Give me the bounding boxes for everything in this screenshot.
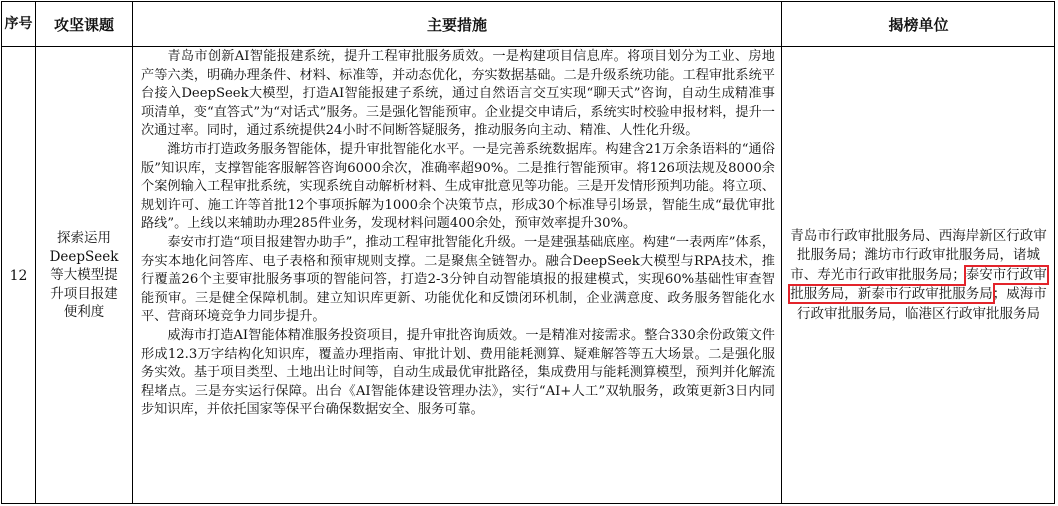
- header-seq: 序号: [4, 15, 33, 32]
- row-units: [782, 48, 1055, 503]
- row-measures: [133, 48, 781, 420]
- units-text-after: ；威海市行政审批服务局，临港区行政审批服务局: [797, 286, 1047, 322]
- measure-paragraph-weifang: 潍坊市打造政务服务智能体，提升审批智能化水平。一是完善系统数据库。构建含21万余条语料的“通俗版”知识库，支撑智能客服解答咨询6000余次，准确率超90%。二是推行智能预审。将126项法规及8000余个案例输入工程审批系统，实现系统自动解析材料、生成审批意见等功能。三是开发情形预判功能。将立项、规划许可、施工许等首批12个事项拆解为1000余个决策节点，形成30个标准导引场景，智能生成“最优审批路线”。上线以来辅助办理285件业务，发现材料问题400余处，预审效率提升30%。: [141, 141, 775, 232]
- header-divider: [2, 46, 1054, 47]
- header-topic: 攻坚课题: [53, 15, 114, 34]
- header-measures: 主要措施: [426, 15, 487, 34]
- row-topic: 探索运用DeepSeek等大模型提升项目报建便利度: [49, 230, 119, 321]
- header-units: 揭榜单位: [888, 15, 949, 34]
- measure-paragraph-taian: 泰安市打造“项目报建智办助手”，推动工程审批智能化升级。一是建强基础底座。构建“一表两库”体系，夯实本地化问答库、电子表格和预审规则支撑。二是聚焦全链智办。融合DeepSeek大模型与RPA技术，推行覆盖26个主要审批服务事项的智能问答，打造2-3分钟自动智能填报的报建模式，实现60%基础性审查智能预审。三是健全保障机制。建立知识库更新、功能优化和反馈闭环机制，企业满意度、政务服务智能化水平、营商环境竞争力同步提升。: [141, 234, 775, 325]
- units-highlighted-taian: 泰安市行政审批服务局，新泰市行政审批服务局: [790, 266, 1047, 303]
- units-text: [782, 227, 1055, 325]
- table: [1, 1, 1055, 504]
- row-seq: 12: [9, 267, 28, 284]
- units-text-before: 青岛市行政审批服务局、西海岸新区行政审批服务局；潍坊市行政审批服务局，诸城市、寿光市行政审批服务局；: [790, 227, 1047, 283]
- measure-paragraph-qingdao: 青岛市创新AI智能报建系统，提升工程审批服务质效。一是构建项目信息库。将项目划分为工业、房地产等六类，明确办理条件、材料、标准等，并动态优化，夯实数据基础。二是升级系统功能。工程审批系统平台接入DeepSeek大模型，打造AI智能报建子系统，通过自然语言交互实现“聊天式”咨询，自动生成精准事项清单，变“直答式”为“对话式”服务。三是强化智能预审。企业提交申请后，系统实时校验申报材料，提升一次通过率。同时，通过系统提供24小时不间断答疑服务，推动服务向主动、精准、人性化升级。: [141, 49, 775, 139]
- measure-paragraph-weihai: 威海市打造AI智能体精准服务投资项目，提升审批咨询质效。一是精准对接需求。整合330余份政策文件形成12.3万字结构化知识库，覆盖办理指南、审批计划、费用能耗测算、疑难解答等五大场景。二是强化服务实效。基于项目类型、土地出让时间等，自动生成最优审批路径，集成费用与能耗测算模型，预判并化解流程堵点。三是夯实运行保障。出台《AI智能体建设管理办法》，实行“AI+人工”双轨服务，政策更新3日内同步知识库，并依托国家等保平台确保数据安全、服务可靠。: [141, 327, 775, 418]
